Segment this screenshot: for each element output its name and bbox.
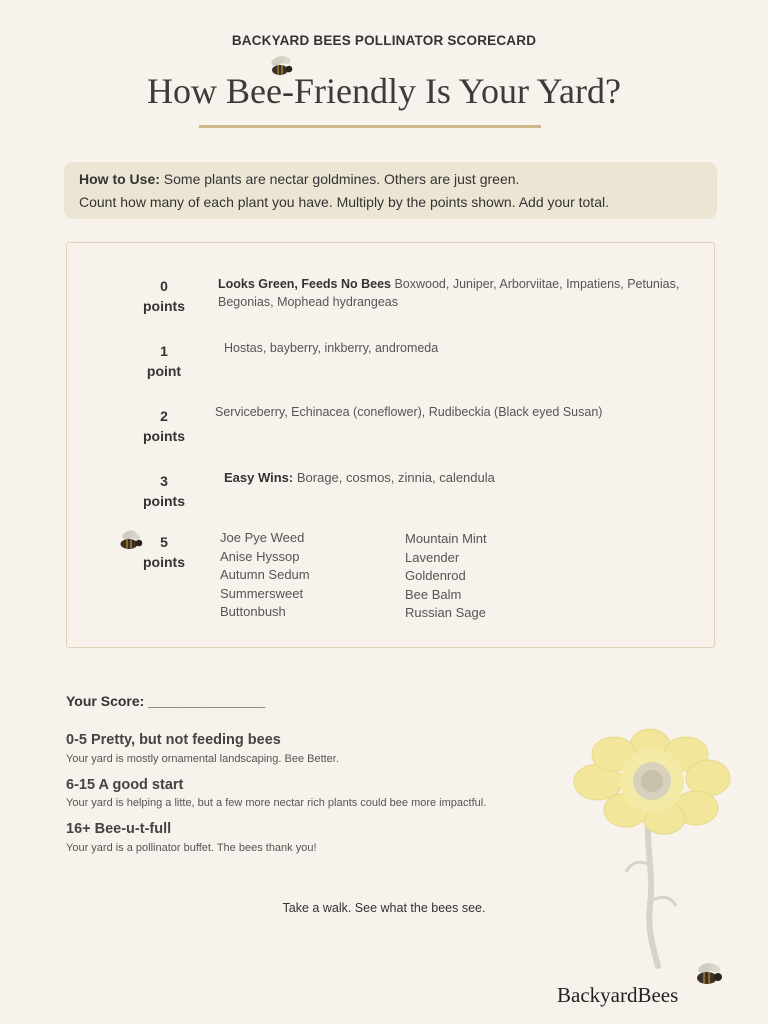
row-plants-2: Serviceberry, Echinacea (coneflower), Rudibeckia (Black eyed Susan): [215, 405, 603, 419]
tier-heading-1: 6-15 A good start: [66, 777, 184, 793]
page-title: How Bee-Friendly Is Your Yard?: [147, 71, 621, 111]
scorecard-kicker: BACKYARD BEES POLLINATOR SCORECARD: [231, 33, 537, 48]
five-point-plants-left: [220, 529, 310, 622]
footer-tagline: Take a walk. See what the bees see.: [282, 901, 486, 915]
tier-desc-0: Your yard is mostly ornamental landscaping. Bee Better.: [66, 753, 339, 765]
how-to-line-2: Count how many of each plant you have. Multiply by the points shown. Add your total.: [79, 194, 609, 210]
row-plants-3: Easy Wins: Borage, cosmos, zinnia, calendula: [224, 470, 495, 485]
tier-heading-2: 16+ Bee-u-t-full: [66, 821, 172, 837]
list-item: Buttonbush: [220, 604, 286, 620]
flower-illustration: [568, 726, 738, 971]
list-item: Goldenrod: [405, 568, 466, 584]
list-item: Anise Hyssop: [220, 548, 300, 564]
points-label-5: 5 points: [143, 534, 185, 570]
points-label-2: 2 points: [143, 408, 185, 444]
brand-logo: BackyardBees: [557, 983, 679, 1007]
list-item: Summersweet: [220, 585, 304, 601]
points-label-0: 0 points: [143, 278, 185, 314]
list-item: Bee Balm: [405, 586, 462, 602]
your-score-label: Your Score: _______________: [66, 693, 265, 709]
list-item: Lavender: [405, 549, 460, 565]
how-to-line-1: How to Use: Some plants are nectar goldmines. Others are just green.: [79, 171, 520, 187]
list-item: Joe Pye Weed: [220, 530, 305, 545]
tier-heading-0: 0-5 Pretty, but not feeding bees: [66, 732, 281, 748]
tier-desc-1: Your yard is helping a litte, but a few more nectar rich plants could bee more impactful.: [66, 797, 487, 809]
row-plants-0: Looks Green, Feeds No Bees Boxwood, Juniper, Arborviitae, Impatiens, Petunias, Begonias, Mophead hydrangeas: [218, 277, 680, 309]
list-item: Mountain Mint: [405, 531, 487, 546]
points-label-3: 3 points: [143, 473, 185, 509]
tier-desc-2: Your yard is a pollinator buffet. The bees thank you!: [66, 842, 317, 854]
row-plants-1: Hostas, bayberry, inkberry, andromeda: [224, 341, 439, 355]
bee-icon: [692, 961, 726, 987]
list-item: Russian Sage: [405, 605, 486, 621]
points-label-1: 1 point: [146, 343, 182, 379]
how-to-box: [64, 162, 717, 219]
how-to-label: How to Use:: [79, 171, 160, 187]
five-point-plants-right: [405, 530, 487, 623]
title-divider: [199, 125, 541, 128]
list-item: Autumn Sedum: [220, 567, 310, 583]
